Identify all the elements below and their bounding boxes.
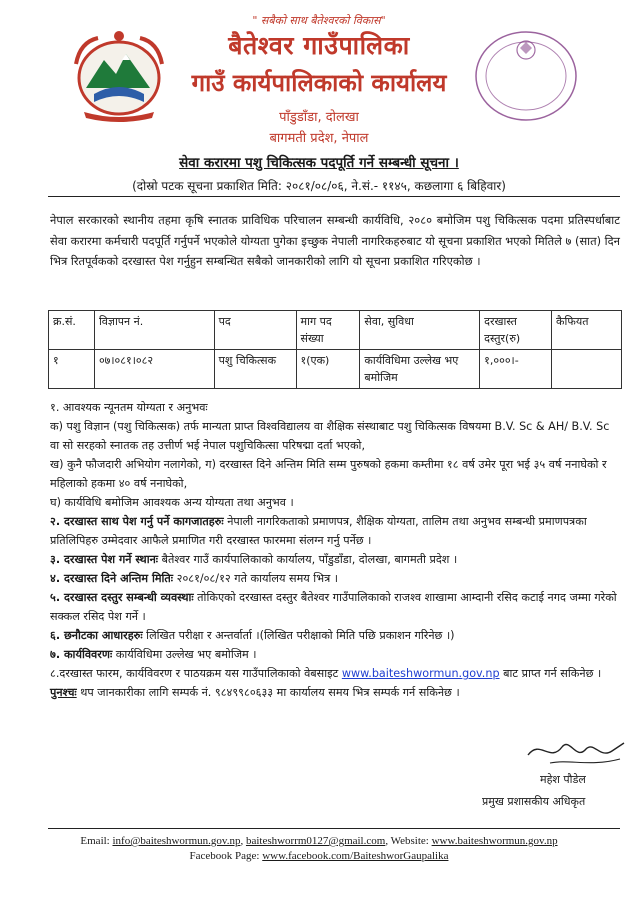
postscript-label: पुनश्चः bbox=[50, 686, 77, 699]
section-8 bbox=[50, 664, 620, 683]
section-4-label: ४. दरखास्त दिने अन्तिम मितिः bbox=[50, 572, 174, 585]
section-3 bbox=[50, 550, 620, 569]
letterhead bbox=[0, 0, 638, 193]
section-5-text: तोकिएको दरखास्त दस्तुर बैतेश्वर गाउँपालिकाको राजश्व शाखामा आम्दानी रसिद कटाई नगद जम्मा गरेको सक्कल रसिद पेश गर्ने । bbox=[50, 591, 617, 623]
section-1-b: ख) कुनै फौजदारी अभियोग नलागेको, ग) दरखास्त दिने अन्तिम मिति सम्म पुरुषको हकमा कम्तीमा १८ वर्ष उमेर पूरा भई ३५ वर्ष ननाघेको र महिलाको हकमा ४० वर्ष ननाघेको, bbox=[50, 458, 607, 490]
footer-facebook bbox=[0, 850, 638, 862]
col-post: पद bbox=[214, 311, 296, 350]
cell-ad-number: ०७।०८१।०८२ bbox=[94, 350, 214, 389]
section-5 bbox=[50, 588, 620, 626]
header-divider bbox=[48, 196, 620, 197]
cell-fee: १,०००।- bbox=[480, 350, 552, 389]
section-3-text: बैतेश्वर गाउँ कार्यपालिकाको कार्यालय, पाँडुडाँडा, दोलखा, बागमती प्रदेश । bbox=[158, 553, 458, 566]
notice-body bbox=[50, 398, 620, 702]
email-link-2[interactable]: baiteshworrm0127@gmail.com bbox=[245, 835, 386, 847]
postscript-text: थप जानकारीका लागि सम्पर्क नं. ९८४९९८०६३३ मा कार्यालय समय भित्र सम्पर्क गर्न सकिनेछ । bbox=[76, 686, 460, 699]
col-serial: क्र.सं. bbox=[49, 311, 95, 350]
footer-divider bbox=[48, 828, 620, 829]
table-row bbox=[49, 350, 622, 389]
notice-subject: सेवा करारमा पशु चिकित्सक पदपूर्ति गर्ने सम्बन्धी सूचना । bbox=[179, 155, 459, 171]
section-2 bbox=[50, 512, 620, 550]
website-label: , Website: bbox=[385, 835, 432, 847]
cell-serial: १ bbox=[49, 350, 95, 389]
section-4 bbox=[50, 569, 620, 588]
section-8-text-a: ८.दरखास्त फारम, कार्यविवरण र पाठयक्रम यस गाउँपालिकाको वेबसाइट bbox=[50, 667, 342, 680]
email-link-1[interactable]: info@baiteshwormun.gov.np bbox=[112, 835, 241, 847]
col-quantity: माग पद संख्या bbox=[296, 311, 360, 350]
section-6 bbox=[50, 626, 620, 645]
handwritten-signature bbox=[520, 733, 630, 773]
section-4-text: २०८१/०८/१२ गते कार्यालय समय भित्र । bbox=[173, 572, 339, 585]
section-2-text: नेपाली नागरिकताको प्रमाणपत्र, शैक्षिक योग्यता, तालिम तथा अनुभव सम्बन्धी प्रमाणपत्रका प्रतिलिपिहरु उम्मेदवार आफैले प्रमाणित गरी दरखास्त फारममा संलग्न गर्नु पर्नेछ । bbox=[50, 515, 587, 547]
website-link[interactable]: www.baiteshwormun.gov.np bbox=[341, 667, 500, 680]
facebook-label: Facebook Page: bbox=[189, 850, 263, 862]
section-7-text: कार्यविधिमा उल्लेख भए बमोजिम । bbox=[112, 648, 257, 661]
section-6-text: लिखित परीक्षा र अन्तर्वार्ता ।(लिखित परीक्षाको मिति पछि प्रकाशन गरिनेछ ।) bbox=[142, 629, 455, 642]
col-ad-number: विज्ञापन नं. bbox=[94, 311, 214, 350]
section-7 bbox=[50, 645, 620, 664]
section-7-label: ७. कार्यविवरणः bbox=[50, 648, 113, 661]
postscript bbox=[50, 683, 620, 702]
address-line-2: बागमती प्रदेश, नेपाल bbox=[269, 131, 369, 146]
footer-website-link[interactable]: www.baiteshwormun.gov.np bbox=[431, 835, 558, 847]
section-1-title: १. आवश्यक न्यूनतम योग्यता र अनुभवः bbox=[50, 401, 208, 414]
email-separator: , bbox=[240, 835, 246, 847]
cell-post: पशु चिकित्सक bbox=[214, 350, 296, 389]
col-remarks: कैफियत bbox=[552, 311, 622, 350]
facebook-link[interactable]: www.facebook.com/BaiteshworGaupalika bbox=[262, 850, 449, 862]
col-fee: दरखास्त दस्तुर(रु) bbox=[480, 311, 552, 350]
email-label: Email: bbox=[80, 835, 113, 847]
section-8-text-b: बाट प्राप्त गर्न सकिनेछ । bbox=[499, 667, 602, 680]
office-stamp-icon bbox=[462, 24, 584, 129]
intro-paragraph: नेपाल सरकारको स्थानीय तहमा कृषि स्नातक प्राविधिक परिचालन सम्बन्धी कार्यविधि, २०८० बमोजिम पशु चिकित्सक पदमा प्रतिस्पर्धाबाट सेवा करारमा कर्मचारी पदपूर्ति गर्नुपर्ने भएकोले योग्यता पुगेका इच्छुक नेपाली नागरिकहरुबाट यो सूचना प्रकाशित भएको मितिले ७ (सात) दिन भित्र रितपूर्वकको दरखास्त पेश गर्नुहुन सम्बन्धित सबैको जानकारीको लागि यो सूचना प्रकाशित गरिएकोछ । bbox=[50, 213, 620, 268]
republish-note: (दोस्रो पटक सूचना प्रकाशित मिति: २०८१/०८/०६, ने.सं.- ११४५, कछलागा ६ बिहिवार) bbox=[132, 179, 506, 193]
signatory-name: महेश पौडेल bbox=[540, 773, 586, 786]
section-3-label: ३. दरखास्त पेश गर्ने स्थानः bbox=[50, 553, 159, 566]
cell-benefits: कार्यविधिमा उल्लेख भए बमोजिम bbox=[360, 350, 480, 389]
cell-remarks bbox=[552, 350, 622, 389]
table-header-row bbox=[49, 311, 622, 350]
section-2-label: २. दरखास्त साथ पेश गर्नु पर्ने कागजातहरुः bbox=[50, 515, 224, 528]
address-line-1: पाँडुडाँडा, दोलखा bbox=[279, 110, 359, 125]
section-1-a: क) पशु विज्ञान (पशु चिकित्सक) तर्फ मान्यता प्राप्त विश्वविद्यालय वा शैक्षिक संस्थाबाट पशु चिकित्सक विषयमा B.V. Sc & AH/ B.V. Sc वा सो सरहको स्नातक तह उत्तीर्ण भई नेपाल पशुचिकित्सा परिषद्मा दर्ता भएको, bbox=[50, 420, 610, 452]
cell-quantity: १(एक) bbox=[296, 350, 360, 389]
office-name: गाउँ कार्यपालिकाको कार्यालय bbox=[191, 69, 447, 97]
organization-name: बैतेश्वर गाउँपालिका bbox=[228, 31, 410, 60]
footer-contacts bbox=[0, 835, 638, 847]
section-6-label: ६. छनौटका आधारहरुः bbox=[50, 629, 143, 642]
vacancy-table bbox=[48, 310, 622, 389]
section-5-label: ५. दरखास्त दस्तुर सम्बन्धी व्यवस्थाः bbox=[50, 591, 194, 604]
section-1-c: घ) कार्यविधि बमोजिम आवश्यक अन्य योग्यता तथा अनुभव । bbox=[50, 496, 294, 509]
slogan: " सबैको साथ बैतेश्वरको विकास" bbox=[252, 14, 386, 27]
col-benefits: सेवा, सुविधा bbox=[360, 311, 480, 350]
signatory-title: प्रमुख प्रशासकीय अधिकृत bbox=[482, 795, 586, 808]
